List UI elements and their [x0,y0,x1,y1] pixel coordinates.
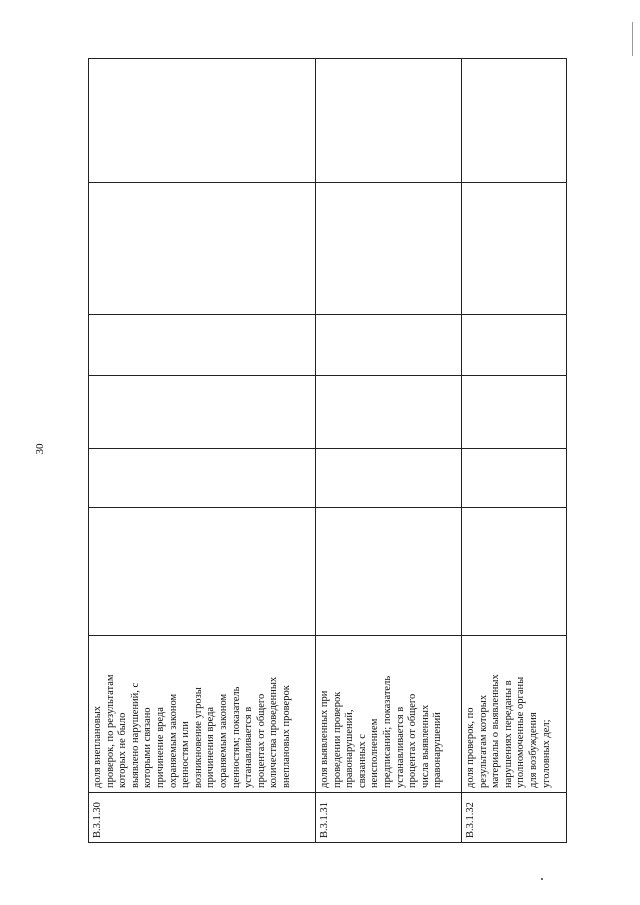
empty-cell [316,376,462,449]
empty-cell [89,183,316,315]
empty-cell [462,315,567,376]
empty-cell [462,376,567,449]
row-code: В.3.1.32 [462,793,567,843]
empty-cell [316,59,462,183]
scan-edge-mark [632,22,633,56]
empty-cell [462,183,567,315]
empty-cell [462,59,567,183]
empty-cell [89,449,316,508]
row-code: В.3.1.30 [89,793,316,843]
indicator-table [88,59,566,843]
empty-cell [462,508,567,636]
empty-cell [316,183,462,315]
scan-dot [541,878,543,880]
row-description: доля внеплановых проверок, по результатам которых не было выявлено нарушений, с которыми связано причинение вреда охраняемым законом ценностям или возникновение угрозы причинения вреда охраняемым законом ценностям; показатель устанавливается в процентах от общего количества проведенных внеплановых проверок [89,636,316,793]
page-number: 30 [34,443,46,455]
table-row [462,59,567,843]
row-code: В.3.1.31 [316,793,462,843]
empty-cell [316,315,462,376]
table-row [89,59,316,843]
empty-cell [462,449,567,508]
row-description: доля проверок, по результатам которых материалы о выявленных нарушениях переданы в уполномоченные органы для возбуждения уголовных дел; [462,636,567,793]
empty-cell [316,508,462,636]
empty-cell [316,449,462,508]
empty-cell [89,376,316,449]
table-row [316,59,462,843]
empty-cell [89,508,316,636]
row-description: доля выявленных при проведении проверок правонарушений, связанных с неисполнением предписаний; показатель устанавливается в процентах от общего числа выявленных правонарушений [316,636,462,793]
empty-cell [89,315,316,376]
empty-cell [89,59,316,183]
